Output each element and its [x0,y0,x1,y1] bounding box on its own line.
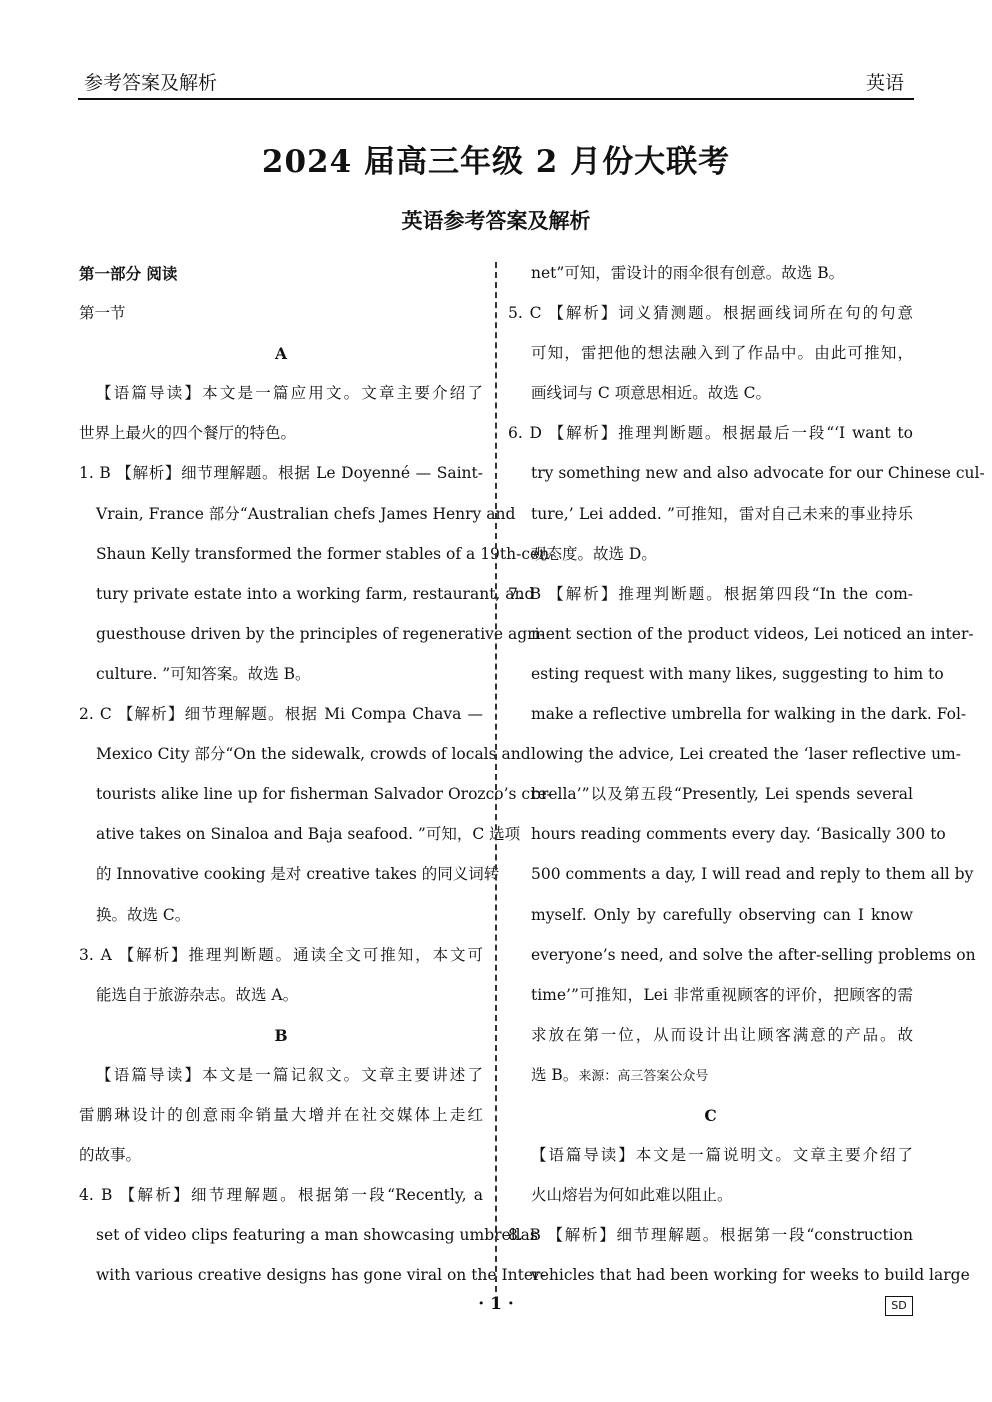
line-text: Shaun Kelly transformed the former stables of a 19th-cen- [96,544,555,563]
line-text: 500 comments a day, I will read and reply to them all by [531,865,974,884]
line-text: C [704,1105,717,1125]
text-line [79,1220,538,1260]
header-left-label: 参考答案及解析 [84,72,218,94]
text-line [508,539,913,579]
text-line [79,1140,483,1180]
text-line [508,1060,913,1100]
text-line [79,499,516,539]
line-text: make a reflective umbrella for walking in the dark. Fol- [531,705,967,724]
text-line [79,539,555,579]
text-line [508,298,913,338]
document-subtitle: 英语参考答案及解析 [401,208,591,233]
line-text: 能选自于旅游杂志。故选 A。 [96,985,299,1004]
text-line [79,859,500,899]
text-line [508,699,967,739]
text-line [79,1180,483,1220]
text-line [79,1100,483,1140]
line-text: 换。故选 C。 [96,905,191,924]
line-text: 火山熔岩为何如此难以阻止。 [531,1186,733,1205]
line-text: 可知，雷把他的想法融入到了作品中。由此可推知， [531,344,913,363]
line-text: 2. C 【解析】细节理解题。根据 Mi Compa Chava — [79,705,483,724]
line-text: 3. A 【解析】推理判断题。通读全文可推知，本文可 [79,945,483,964]
line-text: 4. B 【解析】细节理解题。根据第一段“Recently, a [79,1186,483,1205]
text-line [79,579,535,619]
line-text: time’”可推知，Lei 非常重视顾客的评价，把顾客的需 [531,985,913,1004]
text-line [79,378,483,418]
line-text: 5. C 【解析】词义猜测题。根据画线词所在句的句意 [508,304,913,323]
line-text: 雷鹏琳设计的创意雨伞销量大增并在社交媒体上走红 [79,1105,483,1124]
text-line [508,418,913,458]
line-text: 8. B 【解析】细节理解题。根据第一段“construction [508,1226,913,1245]
text-line [79,699,483,739]
document-title: 2024 届高三年级 2 月份大联考 [261,144,731,180]
text-line [79,659,483,699]
text-line [79,1020,483,1060]
line-text: 观态度。故选 D。 [531,544,657,563]
line-text: 选 B。 [531,1065,579,1084]
text-line [79,418,483,458]
page-header [78,64,914,100]
line-text: ment section of the product videos, Lei noticed an inter- [531,624,974,643]
line-text: 【语篇导读】本文是一篇记叙文。文章主要讲述了 [96,1065,483,1084]
text-line [508,980,913,1020]
text-line [508,338,913,378]
line-text: 【语篇导读】本文是一篇应用文。文章主要介绍了 [96,384,483,403]
text-line [508,940,976,980]
text-line [508,458,985,498]
text-line [508,819,946,859]
text-line [508,1180,913,1220]
line-text: Vrain, France 部分“Australian chefs James Henry and [96,504,516,523]
text-line [508,579,913,619]
line-text: try something new and also advocate for our Chinese cul- [531,464,985,483]
text-line [79,779,552,819]
text-line [508,779,913,819]
text-line [79,739,531,779]
text-line [508,859,974,899]
line-text: 第一节 [79,304,126,323]
text-line [508,258,913,298]
text-line [79,980,483,1020]
source-note: 来源：高三答案公众号 [578,1068,709,1084]
line-text: everyone’s need, and solve the after-selling problems on [531,945,976,964]
sd-badge: SD [885,1296,913,1316]
right-column [508,258,985,1300]
text-line [79,1060,483,1100]
line-text: ative takes on Sinaloa and Baja seafood. ”可知，C 选项 [96,825,521,844]
line-text: B [274,1025,288,1045]
line-text: with various creative designs has gone viral on the Inter- [96,1266,546,1285]
text-line [508,499,913,539]
text-line [508,1020,913,1060]
line-text: hours reading comments every day. ‘Basically 300 to [531,825,946,844]
line-text: tourists alike line up for fisherman Salvador Orozco’s cre- [96,785,552,804]
line-text: A [274,344,288,364]
line-text: tury private estate into a working farm, restaurant, and [96,584,535,603]
line-text: vehicles that had been working for weeks to build large [531,1266,970,1285]
header-subject-label: 英语 [865,72,904,94]
line-text: esting request with many likes, suggesting to him to [531,664,944,683]
line-text: 求放在第一位，从而设计出让顾客满意的产品。故 [531,1025,913,1044]
line-text: set of video clips featuring a man showcasing umbrellas [96,1226,538,1245]
text-line [79,819,521,859]
text-line [79,940,483,980]
line-text: 【语篇导读】本文是一篇说明文。文章主要介绍了 [531,1146,913,1165]
text-line [508,739,961,779]
line-text: 画线词与 C 项意思相近。故选 C。 [531,384,772,403]
line-text: net”可知，雷设计的雨伞很有创意。故选 B。 [531,264,845,282]
text-line [508,1100,913,1140]
line-text: ture,’ Lei added. ”可推知，雷对自己未来的事业持乐 [531,504,913,523]
line-text: myself. Only by carefully observing can I know [531,905,913,924]
line-text: 7. B 【解析】推理判断题。根据第四段“In the com- [508,584,913,603]
page-number: · 1 · [478,1294,514,1314]
text-line [79,900,483,940]
line-text: lowing the advice, Lei created the ‘laser reflective um- [531,745,961,764]
line-text: culture. ”可知答案。故选 B。 [96,664,311,683]
line-text: guesthouse driven by the principles of regenerative agri- [96,624,545,643]
line-text: 的故事。 [79,1146,142,1165]
line-text: brella’”以及第五段“Presently, Lei spends several [531,785,913,804]
text-line [79,619,545,659]
line-text: 1. B 【解析】细节理解题。根据 Le Doyenné — Saint- [79,464,483,483]
text-line [79,298,483,338]
line-text: Mexico City 部分“On the sidewalk, crowds of locals and [96,745,531,764]
text-line [508,1140,913,1180]
line-text: 世界上最火的四个餐厅的特色。 [79,424,297,443]
text-line [79,458,483,498]
left-column [79,258,555,1300]
text-line [508,1220,913,1260]
text-line [508,378,913,418]
text-line [508,659,944,699]
text-line [79,338,483,378]
text-line [508,619,974,659]
line-text: 第一部分 阅读 [79,264,178,283]
column-divider [495,262,497,1292]
text-line [508,900,913,940]
text-line [79,258,483,298]
line-text: 6. D 【解析】推理判断题。根据最后一段“‘I want to [508,424,913,443]
line-text: 的 Innovative cooking 是对 creative takes 的同义词转 [96,865,500,884]
